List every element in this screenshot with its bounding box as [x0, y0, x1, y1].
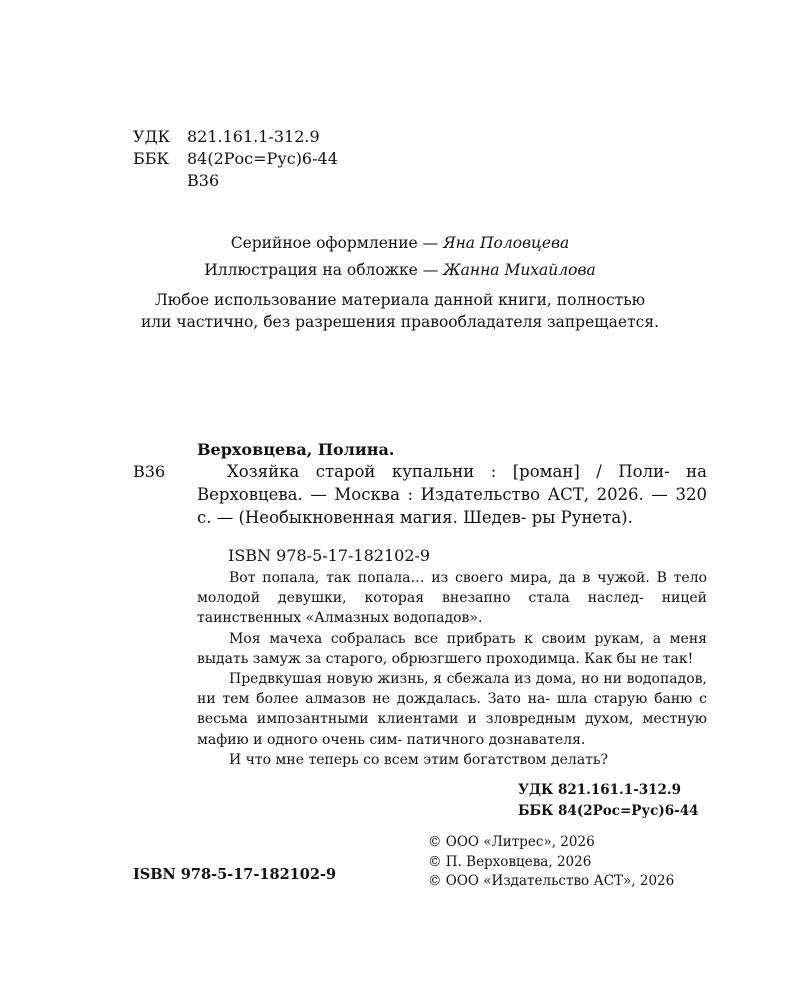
copyright-line: © ООО «Издательство АСТ», 2026	[428, 873, 675, 889]
copyright-line: © П. Верховцева, 2026	[428, 853, 592, 870]
credit-role: Иллюстрация на обложке —	[204, 261, 439, 279]
annotation-paragraph: Вот попала, так попала… из своего мира, да в чужой. В тело молодой девушки, которая внезапно стала наслед- ницей таинственных «Алмазных водопадов».	[197, 570, 707, 627]
udk-label: УДК	[133, 127, 170, 146]
author-heading: Верховцева, Полина.	[197, 440, 395, 459]
classification-codes	[133, 126, 338, 192]
author-sign-value: В36	[187, 171, 220, 190]
cover-illustration-credit	[0, 261, 800, 279]
bibliographic-description	[197, 460, 707, 530]
isbn-line: ISBN 978-5-17-182102-9	[228, 546, 431, 565]
credit-role: Серийное оформление —	[230, 234, 439, 252]
tail-udk: УДК 821.161.1-312.9	[518, 782, 681, 798]
bbk-row	[133, 148, 338, 170]
description-text: Хозяйка старой купальни : [роман] / Поли- на Верховцева. — Москва : Издательство АСТ, 2026. — 320 с. — (Необыкновенная магия. Шедев- ры Рунета).	[197, 462, 707, 528]
bbk-value: 84(2Рос=Рус)6-44	[187, 149, 338, 168]
annotation-paragraph: Предвкушая новую жизнь, я сбежала из дома, но ни водопадов, ни тем более алмазов не дождалась. Зато на- шла старую баню с весьма импозантными клиентами и зловредным духом, местную мафию и одного очень сим- патичного дознавателя.	[197, 671, 707, 748]
credit-person: Яна Половцева	[443, 234, 570, 252]
rights-line: или частично, без разрешения правообладателя запрещается.	[140, 313, 660, 331]
credit-person: Жанна Михайлова	[443, 261, 596, 279]
bottom-isbn: ISBN 978-5-17-182102-9	[133, 866, 337, 883]
copyright-line: © ООО «Литрес», 2026	[428, 834, 595, 850]
udk-value: 821.161.1-312.9	[187, 127, 320, 146]
annotation-paragraph: Моя мачеха собралась все прибрать к своим рукам, а меня выдать замуж за старого, обрюзгшего проходимца. Как бы не так!	[197, 630, 707, 667]
annotation-paragraph: И что мне теперь со всем этим богатством делать?	[229, 751, 609, 768]
tail-bbk: ББК 84(2Рос=Рус)6-44	[518, 803, 699, 819]
cutter-code: В36	[133, 462, 166, 481]
rights-line: Любое использование материала данной книги, полностью	[154, 291, 646, 309]
bbk-label: ББК	[133, 149, 169, 168]
series-design-credit	[0, 234, 800, 252]
tail-classification-codes	[518, 780, 699, 822]
author-sign-label	[133, 170, 187, 192]
copyright-block	[428, 833, 674, 892]
annotation	[197, 568, 707, 770]
author-sign-row	[133, 170, 338, 192]
rights-notice	[100, 289, 700, 333]
udk-row	[133, 126, 338, 148]
